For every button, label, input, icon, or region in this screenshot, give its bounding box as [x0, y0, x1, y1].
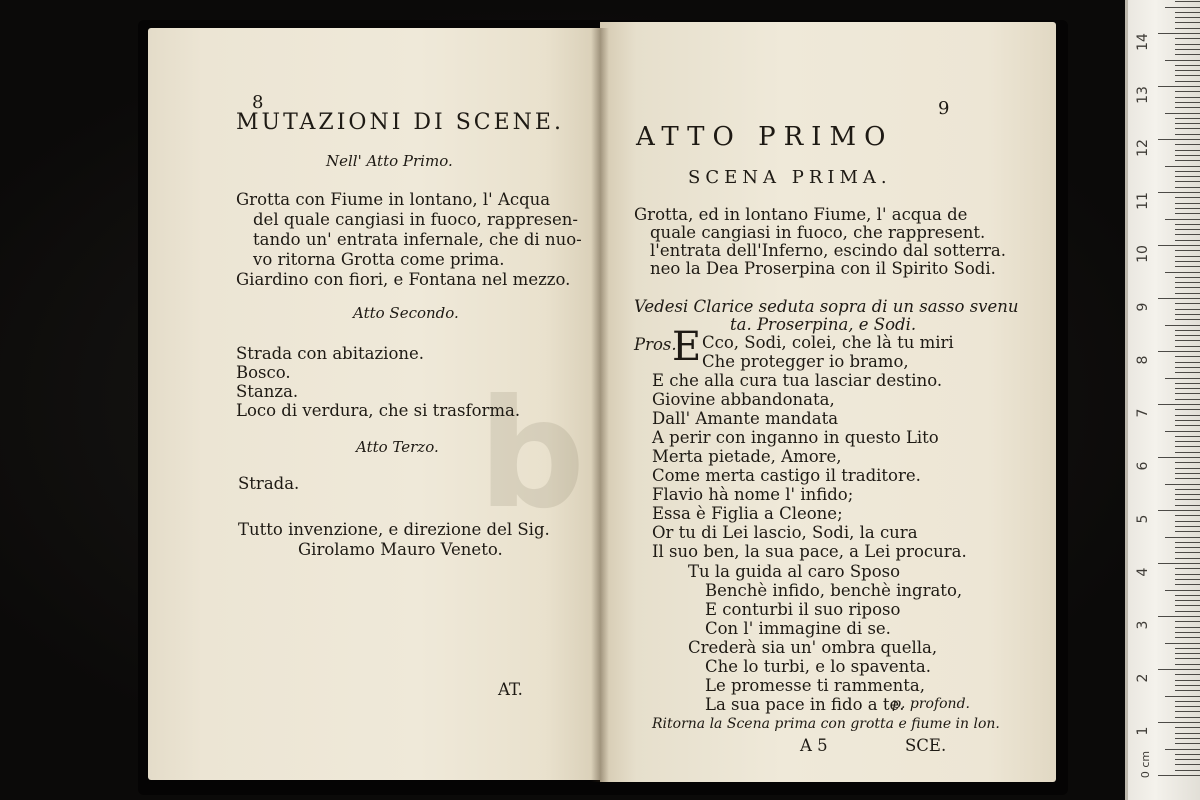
page-number-left: 8: [252, 92, 264, 113]
ruler-tick: [1175, 1, 1200, 2]
ruler-tick: [1158, 192, 1200, 193]
ruler-tick: [1175, 627, 1200, 628]
scene-line: neo la Dea Proserpina con il Spirito Sodi.: [650, 259, 996, 278]
ruler-label: 13: [1135, 86, 1151, 104]
ruler-tick: [1175, 309, 1200, 310]
ruler-tick: [1175, 102, 1200, 103]
ruler-tick: [1175, 22, 1200, 23]
ruler-tick: [1165, 325, 1200, 326]
scene-line: Grotta, ed in lontano Fiume, l' acqua de: [634, 205, 968, 224]
text-line: del quale cangiasi in fuoco, rappresen-: [253, 210, 578, 229]
ruler-tick: [1175, 568, 1200, 569]
ruler-tick: [1175, 473, 1200, 474]
ruler-tick: [1175, 515, 1200, 516]
aria-line: La sua pace in fido a te.: [705, 695, 905, 714]
ruler-tick: [1175, 335, 1200, 336]
ruler-label: 8: [1135, 355, 1151, 365]
ruler-tick: [1175, 65, 1200, 66]
ruler-tick: [1175, 197, 1200, 198]
ruler-tick: [1175, 17, 1200, 18]
ruler-tick: [1175, 468, 1200, 469]
ruler-tick: [1165, 219, 1200, 220]
ruler-tick: [1175, 658, 1200, 659]
ruler-tick: [1165, 749, 1200, 750]
ruler-label: 4: [1135, 567, 1151, 577]
ruler-label: 14: [1135, 33, 1151, 51]
act1-heading: Nell' Atto Primo.: [326, 152, 453, 170]
ruler-tick: [1158, 563, 1200, 564]
ruler-tick: [1175, 526, 1200, 527]
ruler-tick: [1165, 378, 1200, 379]
ruler-tick: [1175, 759, 1200, 760]
ruler-tick: [1175, 160, 1200, 161]
ruler-tick: [1175, 91, 1200, 92]
credit-line: Girolamo Mauro Veneto.: [298, 540, 503, 559]
ruler-label: 9: [1135, 302, 1151, 312]
ruler-tick: [1175, 203, 1200, 204]
verse-line: Or tu di Lei lascio, Sodi, la cura: [652, 523, 918, 542]
ruler-label: 5: [1135, 514, 1151, 524]
ruler-tick: [1165, 272, 1200, 273]
ruler-tick: [1158, 33, 1200, 34]
ruler-tick: [1175, 727, 1200, 728]
verse-line: Giovine abbandonata,: [652, 390, 835, 409]
ruler-tick: [1175, 150, 1200, 151]
ruler-tick: [1175, 547, 1200, 548]
verse-line: Cco, Sodi, colei, che là tu miri: [702, 333, 954, 352]
ruler-tick: [1175, 462, 1200, 463]
ruler-tick: [1175, 97, 1200, 98]
ruler-tick: [1175, 505, 1200, 506]
ruler-tick: [1175, 118, 1200, 119]
book-gutter: [591, 28, 609, 782]
ruler-tick: [1175, 711, 1200, 712]
catchword-right: SCE.: [905, 736, 947, 755]
ruler-tick: [1175, 717, 1200, 718]
ruler-tick: [1175, 743, 1200, 744]
signature-mark: A 5: [800, 736, 828, 755]
ruler-tick: [1175, 38, 1200, 39]
stage-direction: Vedesi Clarice seduta sopra di un sasso svenu: [634, 297, 1019, 316]
stage-direction: ta. Proserpina, e Sodi.: [730, 315, 917, 334]
ruler-tick: [1158, 616, 1200, 617]
library-watermark-logo: b: [478, 368, 586, 542]
ruler-tick: [1158, 669, 1200, 670]
ruler-tick: [1158, 139, 1200, 140]
ruler-tick: [1175, 44, 1200, 45]
ruler-tick: [1175, 764, 1200, 765]
exit-note: p. profond.: [892, 696, 970, 712]
left-page-title: MUTAZIONI DI SCENE.: [236, 110, 564, 135]
ruler-unit: 0 cm: [1139, 750, 1153, 779]
aria-line: Le promesse ti rammenta,: [705, 676, 925, 695]
ruler-tick: [1175, 234, 1200, 235]
text-line: tando un' entrata infernale, che di nuo-: [253, 230, 582, 249]
ruler-tick: [1175, 441, 1200, 442]
ruler-tick: [1175, 224, 1200, 225]
verse-line: Il suo ben, la sua pace, a Lei procura.: [652, 542, 967, 561]
ruler-tick: [1175, 372, 1200, 373]
left-page: [148, 28, 600, 780]
right-page: [600, 22, 1056, 782]
ruler-tick: [1175, 256, 1200, 257]
ruler-tick: [1165, 590, 1200, 591]
ruler-tick: [1175, 128, 1200, 129]
ruler-tick: [1165, 431, 1200, 432]
ruler-tick: [1175, 733, 1200, 734]
text-line: vo ritorna Grotta come prima.: [253, 250, 505, 269]
ruler-tick: [1175, 611, 1200, 612]
ruler-tick: [1175, 632, 1200, 633]
ruler-tick: [1175, 277, 1200, 278]
verse-line: Essa è Figlia a Cleone;: [652, 504, 843, 523]
scene-title: SCENA PRIMA.: [688, 167, 892, 188]
ruler-tick: [1175, 388, 1200, 389]
text-line: Giardino con fiori, e Fontana nel mezzo.: [236, 270, 571, 289]
ruler-tick: [1165, 537, 1200, 538]
ruler-tick: [1175, 123, 1200, 124]
catchword-left: AT.: [498, 680, 523, 699]
ruler-label: 12: [1135, 139, 1151, 157]
text-line: Strada con abitazione.: [236, 344, 425, 363]
ruler-tick: [1158, 86, 1200, 87]
ruler-tick: [1158, 298, 1200, 299]
ruler-tick: [1175, 330, 1200, 331]
drop-cap: E: [672, 324, 702, 370]
act2-heading: Atto Secondo.: [353, 304, 459, 322]
ruler-tick: [1175, 383, 1200, 384]
ruler-tick: [1165, 484, 1200, 485]
verse-line: Come merta castigo il traditore.: [652, 466, 921, 485]
ruler-tick: [1175, 770, 1200, 771]
ruler-tick: [1175, 319, 1200, 320]
ruler-tick: [1175, 685, 1200, 686]
ruler-tick: [1158, 775, 1200, 776]
ruler-tick: [1175, 134, 1200, 135]
verse-line: Dall' Amante mandata: [652, 409, 839, 428]
verse-line: Merta pietade, Amore,: [652, 447, 842, 466]
ruler-tick: [1175, 637, 1200, 638]
verse-line: A perir con inganno in questo Lito: [652, 428, 939, 447]
ruler-tick: [1175, 531, 1200, 532]
aria-line: Tu la guida al caro Sposo: [688, 562, 901, 581]
ruler-tick: [1175, 107, 1200, 108]
ruler-tick: [1165, 113, 1200, 114]
act-title: ATTO PRIMO: [636, 122, 894, 152]
act3-heading: Atto Terzo.: [356, 438, 439, 456]
ruler-tick: [1175, 706, 1200, 707]
ruler-tick: [1175, 436, 1200, 437]
ruler-tick: [1175, 605, 1200, 606]
ruler-label: 10: [1135, 245, 1151, 263]
ruler-tick: [1175, 362, 1200, 363]
ruler-tick: [1158, 245, 1200, 246]
ruler-edge: [1125, 0, 1128, 800]
ruler-tick: [1175, 75, 1200, 76]
ruler-label: 7: [1135, 408, 1151, 418]
ruler-label: 3: [1135, 620, 1151, 630]
ruler-tick: [1165, 60, 1200, 61]
ruler-tick: [1175, 70, 1200, 71]
ruler-tick: [1175, 399, 1200, 400]
ruler-tick: [1158, 510, 1200, 511]
ruler-tick: [1175, 287, 1200, 288]
ruler-tick: [1158, 722, 1200, 723]
ruler-tick: [1165, 7, 1200, 8]
ruler-tick: [1175, 478, 1200, 479]
ruler-tick: [1175, 293, 1200, 294]
ruler-tick: [1175, 452, 1200, 453]
ruler-tick: [1175, 54, 1200, 55]
scene-line: l'entrata dell'Inferno, escindo dal sotterra.: [650, 241, 1006, 260]
ruler-tick: [1175, 171, 1200, 172]
ruler-tick: [1175, 701, 1200, 702]
ruler-tick: [1158, 404, 1200, 405]
ruler-tick: [1175, 446, 1200, 447]
ruler-tick: [1175, 653, 1200, 654]
ruler-tick: [1175, 340, 1200, 341]
ruler-tick: [1175, 187, 1200, 188]
ruler-tick: [1175, 49, 1200, 50]
ruler-tick: [1175, 674, 1200, 675]
ruler-label: 2: [1135, 673, 1151, 683]
verse-line: Che protegger io bramo,: [702, 352, 909, 371]
verse-line: Flavio hà nome l' infido;: [652, 485, 854, 504]
aria-line: E conturbi il suo riposo: [705, 600, 901, 619]
text-line: Bosco.: [236, 363, 291, 382]
ruler-tick: [1175, 521, 1200, 522]
ruler-tick: [1175, 664, 1200, 665]
ruler-tick: [1175, 754, 1200, 755]
ruler-tick: [1175, 409, 1200, 410]
ruler-tick: [1175, 303, 1200, 304]
aria-line: Benchè infido, benchè ingrato,: [705, 581, 963, 600]
ruler-tick: [1175, 261, 1200, 262]
ruler-tick: [1175, 240, 1200, 241]
ruler-tick: [1175, 415, 1200, 416]
ruler-tick: [1175, 176, 1200, 177]
ruler-tick: [1175, 489, 1200, 490]
ruler-label: 1: [1135, 726, 1151, 736]
ruler-tick: [1175, 393, 1200, 394]
ruler-tick: [1175, 314, 1200, 315]
ruler-tick: [1175, 346, 1200, 347]
credit-line: Tutto invenzione, e direzione del Sig.: [238, 520, 550, 539]
text-line: Grotta con Fiume in lontano, l' Acqua: [236, 190, 551, 209]
ruler-tick: [1175, 250, 1200, 251]
ruler-tick: [1175, 738, 1200, 739]
ruler-tick: [1175, 208, 1200, 209]
aria-line: Che lo turbi, e lo spaventa.: [705, 657, 931, 676]
ruler-tick: [1175, 282, 1200, 283]
ruler-tick: [1175, 680, 1200, 681]
ruler-tick: [1175, 356, 1200, 357]
verse-line: E che alla cura tua lasciar destino.: [652, 371, 943, 390]
ruler-tick: [1175, 81, 1200, 82]
ruler-tick: [1165, 643, 1200, 644]
page-number-right: 9: [938, 98, 950, 119]
ruler-tick: [1175, 552, 1200, 553]
ruler-tick: [1175, 499, 1200, 500]
ruler-tick: [1175, 28, 1200, 29]
final-stage-direction: Ritorna la Scena prima con grotta e fiume in lon.: [652, 716, 1000, 732]
ruler-tick: [1175, 621, 1200, 622]
ruler-tick: [1175, 542, 1200, 543]
ruler-tick: [1165, 696, 1200, 697]
ruler-tick: [1175, 579, 1200, 580]
ruler-tick: [1175, 558, 1200, 559]
ruler-tick: [1175, 213, 1200, 214]
ruler-tick: [1175, 155, 1200, 156]
text-line: Loco di verdura, che si trasforma.: [236, 401, 521, 420]
aria-line: Crederà sia un' ombra quella,: [688, 638, 938, 657]
ruler-tick: [1175, 420, 1200, 421]
ruler-tick: [1175, 144, 1200, 145]
ruler-tick: [1175, 181, 1200, 182]
text-line: Strada.: [238, 474, 300, 493]
ruler-tick: [1175, 229, 1200, 230]
ruler-label: 6: [1135, 461, 1151, 471]
ruler-tick: [1158, 351, 1200, 352]
aria-line: Con l' immagine di se.: [705, 619, 891, 638]
ruler-tick: [1175, 574, 1200, 575]
text-line: Stanza.: [236, 382, 299, 401]
ruler-tick: [1165, 166, 1200, 167]
ruler-tick: [1175, 648, 1200, 649]
ruler-tick: [1175, 690, 1200, 691]
ruler-tick: [1175, 12, 1200, 13]
ruler-tick: [1175, 584, 1200, 585]
ruler-tick: [1175, 595, 1200, 596]
ruler-tick: [1175, 600, 1200, 601]
ruler-tick: [1158, 457, 1200, 458]
ruler-tick: [1175, 494, 1200, 495]
scene-line: quale cangiasi in fuoco, che rappresent.: [650, 223, 986, 242]
ruler-tick: [1175, 425, 1200, 426]
ruler-label: 11: [1135, 192, 1151, 210]
ruler-tick: [1175, 367, 1200, 368]
speaker-name: Pros.: [634, 335, 677, 354]
ruler-tick: [1175, 266, 1200, 267]
